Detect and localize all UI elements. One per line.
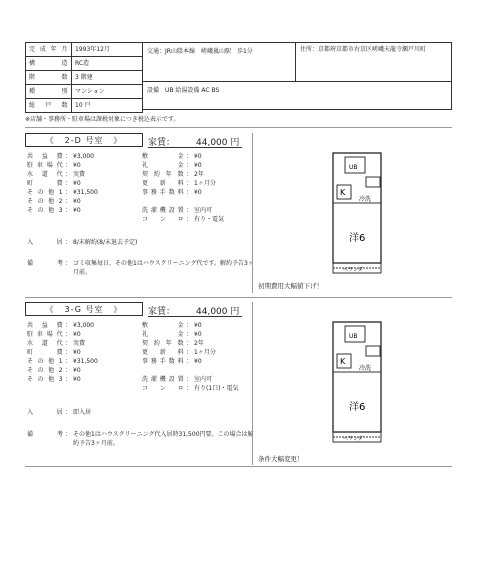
- veranda-label: ベランダ: [343, 267, 363, 273]
- title-open-bracket: 《: [45, 304, 55, 314]
- fee-row: [27, 339, 98, 348]
- colon: ：: [185, 376, 192, 383]
- colon: ：: [185, 358, 192, 365]
- colon: ：: [64, 331, 71, 338]
- fee-value: ¥31,500: [73, 358, 98, 365]
- divider: [25, 297, 452, 298]
- fee-label: その他2: [27, 367, 63, 374]
- title-close-bracket: 》: [113, 304, 123, 314]
- fee-label: その他1: [27, 189, 63, 196]
- colon: ：: [185, 162, 192, 169]
- unit-fees-left: [27, 152, 98, 215]
- fee-row: [27, 197, 98, 206]
- bath-label: UB: [349, 333, 358, 340]
- fee-value: ¥3,000: [73, 153, 94, 160]
- fee-label: 契約年数: [142, 340, 184, 347]
- floor-plan-svg: [253, 133, 453, 283]
- remarks-text: その他1はハウスクリーニング代入居時31,500円要。この場合は解約予告3ヶ月前。: [73, 431, 254, 447]
- remarks-text: ゴミ収集毎日、その他1はハウスクリーニング代です。解約予告3ヶ月前。: [73, 260, 254, 276]
- colon: ：: [185, 385, 192, 392]
- fee-row: [142, 357, 239, 366]
- property-value: マンション: [72, 85, 143, 99]
- property-label: 階数: [26, 71, 72, 85]
- fee-label: 町費: [27, 180, 63, 187]
- remarks-row: [27, 430, 258, 448]
- fee-value: 1ヶ月分: [194, 349, 216, 356]
- rent-label: 家賃：: [148, 307, 176, 317]
- fee-value: 有り・電気: [194, 216, 225, 223]
- fee-row: [142, 152, 224, 161]
- unit-fees-right: [142, 152, 224, 224]
- fee-row: [142, 375, 239, 384]
- fee-value: 有り(1口)・電気: [194, 385, 239, 392]
- fee-value: ¥3,000: [73, 322, 94, 329]
- unit-fees-right: [142, 321, 239, 393]
- equipment-text: 設備 UB 給湯設備 AC BS: [147, 87, 220, 94]
- fee-row: [27, 330, 98, 339]
- fee-row: [142, 188, 224, 197]
- fee-row: [142, 170, 224, 179]
- fee-value: ¥0: [194, 331, 202, 338]
- unit-title: [25, 302, 143, 316]
- fee-label: 共益費: [27, 322, 63, 329]
- room-size-label: 洋6: [349, 402, 366, 413]
- colon: ：: [185, 153, 192, 160]
- fee-value: ¥31,500: [73, 189, 98, 196]
- address-label: 住所：: [300, 46, 319, 53]
- property-label: 完成年月: [26, 43, 72, 57]
- fee-label: 事務手数料: [142, 189, 184, 196]
- fee-row: [27, 152, 98, 161]
- title-close-bracket: 》: [113, 135, 123, 145]
- fee-row: [142, 215, 224, 224]
- colon: ：: [64, 239, 71, 246]
- colon: ：: [64, 376, 71, 383]
- fee-row: [142, 321, 239, 330]
- fee-row: [27, 348, 98, 357]
- colon: ：: [64, 171, 71, 178]
- colon: ：: [64, 367, 71, 374]
- fee-value: ¥0: [194, 358, 202, 365]
- colon: ：: [185, 340, 192, 347]
- colon: ：: [64, 349, 71, 356]
- laundry-label: 冷洗: [359, 365, 372, 372]
- fee-row: [142, 161, 224, 170]
- fee-value: 実費: [73, 340, 86, 347]
- remarks-label: 備考: [27, 431, 63, 438]
- address-text: 京都府京都市右京区嵯峨天龍寺瀬戸川町: [318, 46, 427, 53]
- fee-label: 契約年数: [142, 171, 184, 178]
- fee-row: [142, 179, 224, 188]
- fee-label: その他2: [27, 198, 63, 205]
- fee-label: 敷金: [142, 322, 184, 329]
- fee-label: 敷金: [142, 153, 184, 160]
- colon: ：: [185, 180, 192, 187]
- fee-value: ¥0: [194, 153, 202, 160]
- colon: ：: [64, 207, 71, 214]
- fee-value: 室内可: [194, 207, 213, 214]
- rent-underline: [148, 147, 242, 148]
- fee-label: 洗濯機設置: [142, 207, 184, 214]
- floor-plan-svg: [253, 302, 453, 452]
- fee-value: 1ヶ月分: [194, 180, 216, 187]
- rent-label: 家賃：: [148, 138, 176, 148]
- fee-label: 洗濯機設置: [142, 376, 184, 383]
- fee-value: ¥0: [73, 376, 81, 383]
- fee-value: ¥0: [73, 180, 81, 187]
- equipment-box: [143, 82, 452, 110]
- room-number: 2-D 号室: [64, 135, 104, 145]
- move-in-value: 8/末解約(8/末退去予定): [73, 239, 138, 246]
- property-row: [26, 57, 143, 71]
- colon: ：: [185, 349, 192, 356]
- fee-row: [27, 170, 98, 179]
- move-in-label: 入居: [27, 409, 63, 416]
- fee-label: 町費: [27, 349, 63, 356]
- fee-value: ¥0: [73, 207, 81, 214]
- colon: ：: [185, 171, 192, 178]
- fee-value: ¥0: [73, 367, 81, 374]
- colon: ：: [185, 216, 192, 223]
- fee-row: [142, 206, 224, 215]
- fee-value: 室内可: [194, 376, 213, 383]
- colon: ：: [64, 409, 71, 416]
- move-in-value: 即入居: [73, 409, 92, 416]
- floor-plan-panel: [252, 302, 452, 465]
- colon: ：: [64, 153, 71, 160]
- colon: ：: [64, 340, 71, 347]
- property-label: 構造: [26, 57, 72, 71]
- colon: ：: [64, 260, 71, 267]
- move-in-row: [27, 238, 137, 247]
- colon: ：: [64, 162, 71, 169]
- property-value: 3 階建: [72, 71, 143, 85]
- fee-label: その他3: [27, 376, 63, 383]
- rent-value: 44,000 円: [196, 307, 240, 317]
- bath-label: UB: [349, 164, 358, 171]
- fee-label: 駐車場代: [27, 162, 63, 169]
- fee-label: 礼金: [142, 162, 184, 169]
- fee-row: [142, 348, 239, 357]
- fee-row: [27, 161, 98, 170]
- fee-label: 共益費: [27, 153, 63, 160]
- fee-row: [27, 179, 98, 188]
- property-row: [26, 71, 143, 85]
- property-row: [26, 99, 143, 113]
- fee-row: [27, 206, 98, 215]
- tax-note: ※店舗・事務所・駐車場は課税対象につき税込表示です。: [25, 116, 180, 123]
- property-label: 総戸数: [26, 99, 72, 113]
- plan-caption: 初期費用大幅値下げ！: [258, 282, 323, 290]
- fee-label: 更新料: [142, 349, 184, 356]
- colon: ：: [64, 189, 71, 196]
- fee-label: その他3: [27, 207, 63, 214]
- colon: ：: [185, 322, 192, 329]
- floor-plan-panel: [252, 133, 452, 293]
- fee-label: 更新料: [142, 180, 184, 187]
- colon: ：: [64, 198, 71, 205]
- fee-value: 実費: [73, 171, 86, 178]
- fee-value: ¥0: [194, 322, 202, 329]
- fee-label: 駐車場代: [27, 331, 63, 338]
- colon: ：: [185, 207, 192, 214]
- plan-caption: 条件大幅変更！: [258, 455, 304, 463]
- fee-label: 水道代: [27, 340, 63, 347]
- property-label: 種別: [26, 85, 72, 99]
- title-open-bracket: 《: [45, 135, 55, 145]
- unit-header: [25, 133, 143, 147]
- fee-value: ¥0: [73, 331, 81, 338]
- kitchen-label: K: [340, 357, 346, 366]
- colon: ：: [185, 189, 192, 196]
- fee-value: ¥0: [194, 162, 202, 169]
- fee-label: コンロ: [142, 385, 184, 392]
- property-value: 1993年12月: [72, 43, 143, 57]
- unit-header: [25, 302, 143, 316]
- colon: ：: [64, 180, 71, 187]
- fee-value: 2年: [194, 340, 204, 347]
- fee-label: その他1: [27, 358, 63, 365]
- remarks-row: [27, 259, 258, 277]
- fee-row: [142, 384, 239, 393]
- unit-title: [25, 133, 143, 147]
- room-number: 3-G 号室: [64, 304, 104, 314]
- rent-value: 44,000 円: [196, 138, 240, 148]
- fee-label: 事務手数料: [142, 358, 184, 365]
- property-info-table: [25, 42, 143, 113]
- property-value: 10 戸: [72, 99, 143, 113]
- fee-label: コンロ: [142, 216, 184, 223]
- fee-value: ¥0: [73, 162, 81, 169]
- colon: ：: [64, 358, 71, 365]
- access-box: [143, 42, 296, 82]
- divider: [25, 127, 452, 128]
- fee-row: [27, 366, 98, 375]
- fee-value: ¥0: [73, 349, 81, 356]
- colon: ：: [64, 322, 71, 329]
- fee-row: [27, 357, 98, 366]
- fee-label: 礼金: [142, 331, 184, 338]
- fee-row: [142, 339, 239, 348]
- remarks-label: 備考: [27, 260, 63, 267]
- veranda-label: ベランダ: [343, 436, 363, 442]
- move-in-label: 入居: [27, 239, 63, 246]
- fee-value: 2年: [194, 171, 204, 178]
- move-in-row: [27, 408, 91, 417]
- fee-row: [27, 188, 98, 197]
- kitchen-label: K: [340, 188, 346, 197]
- fee-label: 水道代: [27, 171, 63, 178]
- colon: ：: [185, 331, 192, 338]
- laundry-label: 冷洗: [359, 196, 372, 203]
- property-row: [26, 43, 143, 57]
- fee-value: ¥0: [194, 189, 202, 196]
- property-row: [26, 85, 143, 99]
- fee-row: [27, 375, 98, 384]
- colon: ：: [64, 431, 71, 438]
- unit-fees-left: [27, 321, 98, 384]
- room-size-label: 洋6: [349, 233, 366, 244]
- fee-row: [142, 330, 239, 339]
- divider: [25, 466, 452, 467]
- fee-value: ¥0: [73, 198, 81, 205]
- rent-underline: [148, 316, 242, 317]
- address-box: [296, 42, 452, 82]
- property-value: RC造: [72, 57, 143, 71]
- access-text: 交通：JR山陰本線 嵯峨嵐山駅 歩1分: [147, 48, 253, 55]
- fee-row: [27, 321, 98, 330]
